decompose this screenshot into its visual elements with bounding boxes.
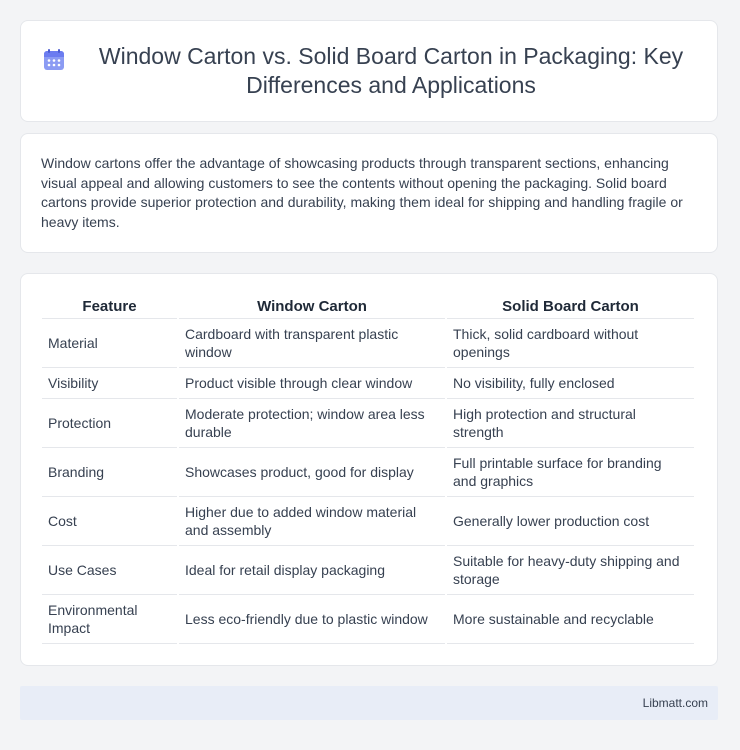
table-cell: Moderate protection; window area less durable xyxy=(179,399,445,448)
table-cell: Less eco-friendly due to plastic window xyxy=(179,595,445,644)
table-cell: Full printable surface for branding and graphics xyxy=(447,448,694,497)
column-header: Feature xyxy=(42,294,177,319)
column-header: Window Carton xyxy=(179,294,445,319)
table-header-row xyxy=(42,294,694,319)
footer-bar xyxy=(20,686,718,720)
intro-card xyxy=(20,133,718,253)
table-cell: Visibility xyxy=(42,368,177,399)
comparison-table-card xyxy=(20,273,718,666)
table-cell: Suitable for heavy-duty shipping and storage xyxy=(447,546,694,595)
table-row xyxy=(42,546,694,595)
table-cell: Ideal for retail display packaging xyxy=(179,546,445,595)
table-cell: Material xyxy=(42,319,177,368)
table-cell: Branding xyxy=(42,448,177,497)
table-row xyxy=(42,319,694,368)
table-cell: No visibility, fully enclosed xyxy=(447,368,694,399)
table-row xyxy=(42,448,694,497)
calendar-icon xyxy=(42,48,66,72)
title-card xyxy=(20,20,718,122)
footer-brand[interactable]: Libmatt.com xyxy=(642,696,708,710)
intro-paragraph: Window cartons offer the advantage of showcasing products through transparent sections, enhancing visual appeal and allowing customers to see the contents without opening the packaging. Solid board cartons provide superior protection and durability, making them ideal for shipping and handling fragile or heavy items. xyxy=(41,155,683,230)
title-row xyxy=(42,42,696,100)
table-cell: Cost xyxy=(42,497,177,546)
table-cell: More sustainable and recyclable xyxy=(447,595,694,644)
table-cell: Higher due to added window material and assembly xyxy=(179,497,445,546)
table-cell: Showcases product, good for display xyxy=(179,448,445,497)
table-cell: High protection and structural strength xyxy=(447,399,694,448)
comparison-table xyxy=(40,294,696,644)
table-cell: Thick, solid cardboard without openings xyxy=(447,319,694,368)
table-cell: Generally lower production cost xyxy=(447,497,694,546)
column-header: Solid Board Carton xyxy=(447,294,694,319)
table-row xyxy=(42,368,694,399)
page-title: Window Carton vs. Solid Board Carton in Packaging: Key Differences and Applications xyxy=(98,43,684,98)
table-cell: Product visible through clear window xyxy=(179,368,445,399)
table-cell: Cardboard with transparent plastic window xyxy=(179,319,445,368)
table-cell: Environmental Impact xyxy=(42,595,177,644)
table-cell: Protection xyxy=(42,399,177,448)
table-row xyxy=(42,595,694,644)
table-cell: Use Cases xyxy=(42,546,177,595)
table-row xyxy=(42,497,694,546)
table-row xyxy=(42,399,694,448)
